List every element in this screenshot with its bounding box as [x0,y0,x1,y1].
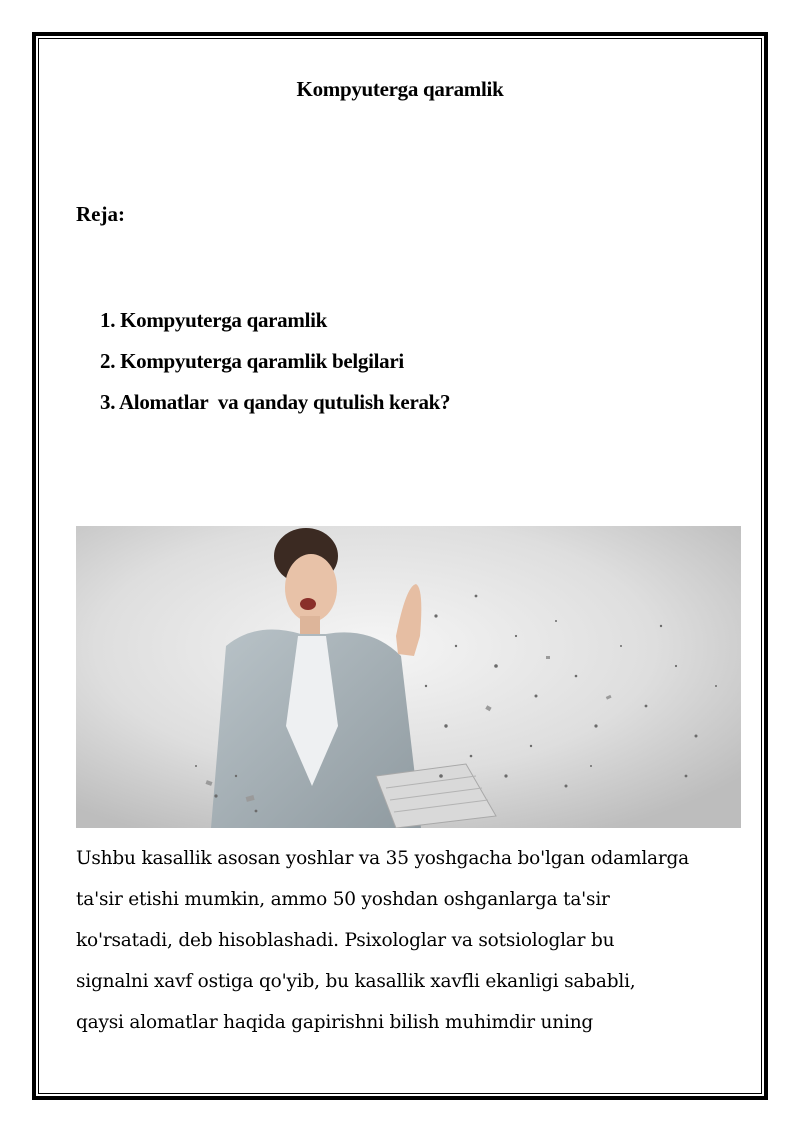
body-line-3: ko'rsatadi, deb hisoblashadi. Psixologlar va sotsiologlar bu [76,930,615,951]
body-line-5: qaysi alomatlar haqida gapirishni bilish muhimdir uning [76,1012,594,1033]
plan-heading: Reja: [76,202,125,226]
document-title: Kompyuterga qaramlik [296,77,504,101]
plan-list [100,300,450,423]
body-line-4: signalni xavf ostiga qo'yib, bu kasallik xavfli ekanligi sababli, [76,971,636,992]
body-line-1: Ushbu kasallik asosan yoshlar va 35 yoshgacha bo'lgan odamlarga [76,848,689,869]
plan-item-3: 3. Alomatlar va qanday qutulish kerak? [100,390,451,414]
body-paragraph [76,838,736,1043]
body-line-2: ta'sir etishi mumkin, ammo 50 yoshdan oshganlarga ta'sir [76,889,610,910]
woman-keyboard-explosion-image [76,526,741,828]
plan-item-1: 1. Kompyuterga qaramlik [100,308,328,332]
plan-item-2: 2. Kompyuterga qaramlik belgilari [100,349,404,373]
